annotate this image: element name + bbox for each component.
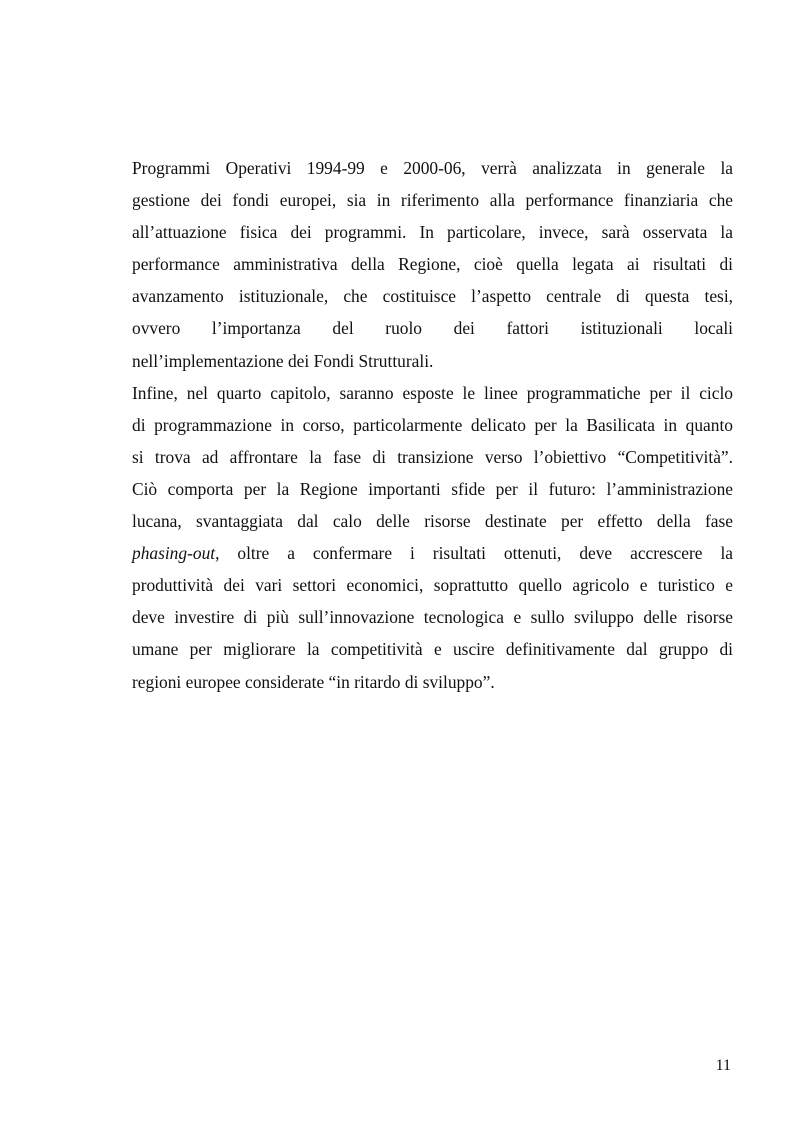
paragraph-1 — [132, 152, 733, 377]
text-line: Ciò comporta per la Regione importanti sfide per il futuro: l’amministrazione — [132, 478, 733, 499]
text-line: deve investire di più sull’innovazione tecnologica e sullo sviluppo delle risorse — [132, 607, 733, 628]
text-line: all’attuazione fisica dei programmi. In particolare, invece, sarà osservata la — [132, 222, 733, 243]
text-line-rest: , oltre a confermare i risultati ottenuti, deve accrescere la — [215, 543, 733, 564]
text-line: umane per migliorare la competitività e uscire definitivamente dal gruppo di — [132, 639, 733, 660]
text-line-with-italic — [132, 537, 733, 569]
text-line: ovvero l’importanza del ruolo dei fattori istituzionali locali — [132, 318, 733, 339]
text-line: avanzamento istituzionale, che costituisce l’aspetto centrale di questa tesi, — [132, 286, 733, 307]
italic-term: phasing-out — [132, 543, 216, 564]
text-line: regioni europee considerate “in ritardo di sviluppo”. — [132, 671, 495, 692]
text-line: Infine, nel quarto capitolo, saranno esposte le linee programmatiche per il ciclo — [132, 382, 733, 403]
text-line: di programmazione in corso, particolarmente delicato per la Basilicata in quanto — [132, 414, 733, 435]
text-line: gestione dei fondi europei, sia in riferimento alla performance finanziaria che — [132, 190, 733, 211]
body-text — [132, 152, 733, 698]
page-number: 11 — [715, 1057, 731, 1074]
text-line: Programmi Operativi 1994-99 e 2000-06, verrà analizzata in generale la — [132, 158, 733, 178]
text-line: si trova ad affrontare la fase di transizione verso l’obiettivo “Competitività”. — [132, 446, 733, 467]
text-line: lucana, svantaggiata dal calo delle risorse destinate per effetto della fase — [132, 511, 733, 532]
paragraph-2 — [132, 377, 733, 698]
text-line: produttività dei vari settori economici, soprattutto quello agricolo e turistico e — [132, 575, 733, 596]
text-line: nell’implementazione dei Fondi Strutturali. — [132, 350, 434, 371]
text-line: performance amministrativa della Regione, cioè quella legata ai risultati di — [132, 254, 733, 275]
